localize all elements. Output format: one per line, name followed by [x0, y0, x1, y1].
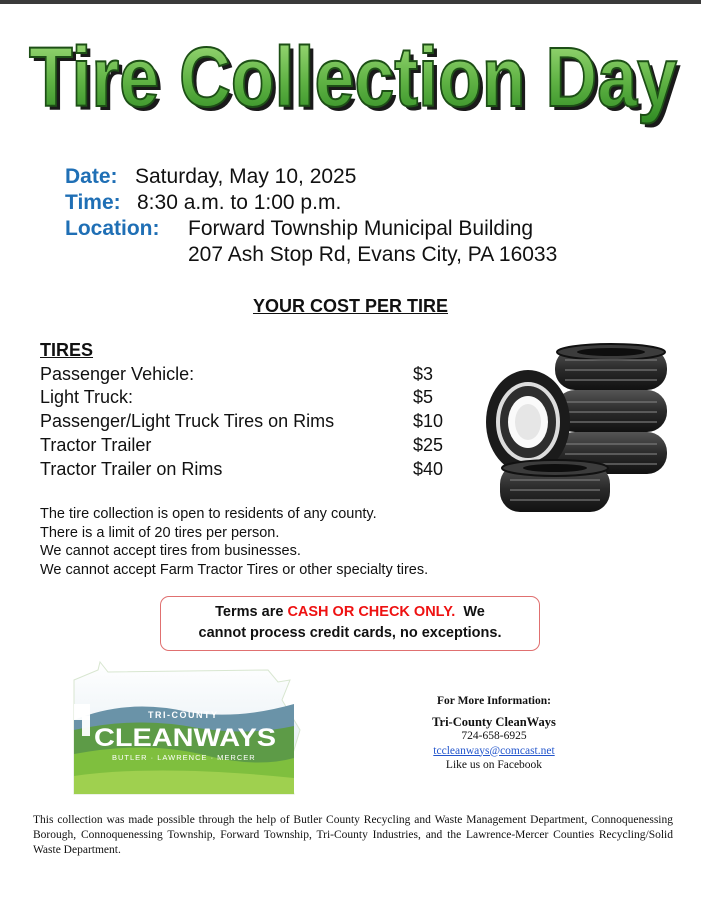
time-label: Time:: [65, 191, 121, 214]
price-row: [40, 411, 460, 435]
logo-counties-text: BUTLER · LAWRENCE · MERCER: [112, 753, 256, 762]
payment-terms-box: [160, 596, 540, 651]
terms-suffix: We: [455, 604, 485, 620]
tire-bottom: [500, 460, 610, 512]
tires-heading: TIRES: [40, 340, 94, 360]
price-row: [40, 459, 460, 483]
contact-heading: For More Information:: [437, 695, 551, 707]
date-value: Saturday, May 10, 2025: [135, 165, 357, 188]
contact-org: Tri-County CleanWays: [432, 714, 556, 729]
logo-name-text: CLEANWAYS: [94, 724, 276, 752]
cost-heading-text: YOUR COST PER TIRE: [252, 296, 449, 316]
date-label: Date:: [65, 165, 118, 188]
payment-terms-line1: [161, 602, 539, 623]
page-title: [16, 26, 691, 136]
contact-phone: 724-658-6925: [461, 730, 527, 742]
rule-line: There is a limit of 20 tires per person.: [40, 524, 280, 541]
date-row: [65, 164, 357, 190]
contact-social: Like us on Facebook: [445, 759, 543, 771]
rule-line: We cannot accept tires from businesses.: [40, 543, 301, 559]
footer-acknowledgement: This collection was made possible through the help of Butler County Recycling and Waste Management Department, Connoquenessing Borough, Connoquenessing Township, Forward Township, Tri-County Industries, and the Lawrence-Mercer Counties Recycling/Solid Waste Department.: [33, 814, 673, 856]
payment-terms-line2: cannot process credit cards, no exceptions.: [198, 625, 502, 641]
location-row-2: [65, 242, 558, 268]
price-row-price: $5: [413, 387, 434, 407]
location-line2: 207 Ash Stop Rd, Evans City, PA 16033: [188, 243, 558, 266]
location-row: [65, 216, 534, 242]
price-row-name: Passenger/Light Truck Tires on Rims: [40, 411, 335, 431]
location-label: Location:: [65, 217, 160, 240]
tire-stack-right: [555, 344, 667, 474]
price-row-name: Tractor Trailer: [40, 435, 152, 455]
rule-line: The tire collection is open to residents of any county.: [40, 506, 377, 522]
tire-upright: [486, 370, 570, 474]
price-row-price: $25: [413, 435, 444, 455]
logo-top-text: TRI-COUNTY: [148, 710, 219, 720]
cost-heading: [0, 296, 701, 317]
price-row-price: $40: [413, 459, 444, 479]
price-row: [40, 364, 460, 388]
price-row: [40, 435, 460, 459]
terms-prefix: Terms are: [215, 604, 288, 620]
contact-info: [404, 694, 584, 773]
contact-email-link[interactable]: tccleanways@comcast.net: [433, 744, 555, 757]
price-row-name: Light Truck:: [40, 387, 134, 407]
tire-stack-image: [470, 330, 680, 530]
price-row: [40, 387, 460, 411]
price-row-price: $3: [413, 364, 434, 384]
price-row-name: Passenger Vehicle:: [40, 364, 195, 384]
time-row: [65, 190, 342, 216]
top-border: [0, 0, 701, 4]
location-line1: Forward Township Municipal Building: [188, 217, 534, 240]
page-title-text: Tire Collection Day: [29, 30, 678, 124]
price-row-price: $10: [413, 411, 444, 431]
tri-county-cleanways-logo: [68, 660, 304, 796]
page-title-shadow: Tire Collection Day: [33, 34, 682, 128]
time-value: 8:30 a.m. to 1:00 p.m.: [137, 191, 342, 214]
rule-line: We cannot accept Farm Tractor Tires or other specialty tires.: [40, 561, 429, 578]
price-row-name: Tractor Trailer on Rims: [40, 459, 223, 479]
terms-highlight: CASH OR CHECK ONLY.: [287, 604, 456, 620]
rules-list: [40, 505, 428, 579]
event-details: [65, 164, 558, 268]
